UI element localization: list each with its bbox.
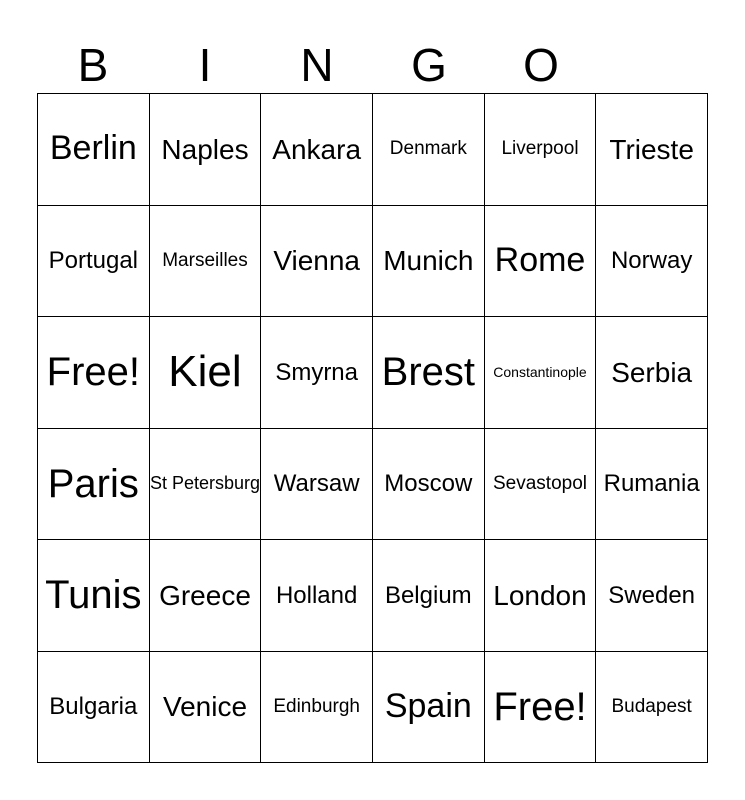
bingo-cell: Denmark — [373, 94, 485, 206]
bingo-cell: Naples — [150, 94, 262, 206]
header-letter-g: G — [411, 39, 447, 91]
bingo-cell: Free! — [38, 317, 150, 429]
header-letter-n: N — [300, 39, 334, 91]
bingo-cell: Budapest — [596, 652, 708, 764]
bingo-cell: Rumania — [596, 429, 708, 541]
bingo-cell: Portugal — [38, 206, 150, 318]
bingo-cell: Sevastopol — [485, 429, 597, 541]
bingo-cell: Serbia — [596, 317, 708, 429]
bingo-grid — [37, 93, 708, 763]
bingo-cell: Venice — [150, 652, 262, 764]
bingo-cell: Brest — [373, 317, 485, 429]
bingo-cell: Ankara — [261, 94, 373, 206]
bingo-cell: Moscow — [373, 429, 485, 541]
bingo-cell: Free! — [485, 652, 597, 764]
header-letter-i: I — [198, 39, 212, 91]
bingo-cell: Bulgaria — [38, 652, 150, 764]
bingo-cell: Edinburgh — [261, 652, 373, 764]
bingo-cell: Belgium — [373, 540, 485, 652]
bingo-cell: Spain — [373, 652, 485, 764]
bingo-header — [37, 36, 597, 94]
bingo-cell: Paris — [38, 429, 150, 541]
bingo-cell: Vienna — [261, 206, 373, 318]
bingo-cell: Smyrna — [261, 317, 373, 429]
bingo-cell: Berlin — [38, 94, 150, 206]
bingo-cell: Kiel — [150, 317, 262, 429]
bingo-cell: Norway — [596, 206, 708, 318]
bingo-cell: Holland — [261, 540, 373, 652]
bingo-cell: Warsaw — [261, 429, 373, 541]
bingo-cell: Greece — [150, 540, 262, 652]
bingo-cell: Liverpool — [485, 94, 597, 206]
bingo-cell: Sweden — [596, 540, 708, 652]
bingo-cell: Munich — [373, 206, 485, 318]
bingo-cell: Tunis — [38, 540, 150, 652]
bingo-cell: Trieste — [596, 94, 708, 206]
bingo-cell: Rome — [485, 206, 597, 318]
bingo-cell: Constantinople — [485, 317, 597, 429]
header-letter-o: O — [523, 39, 559, 91]
bingo-cell: Marseilles — [150, 206, 262, 318]
bingo-cell: St Petersburg — [150, 429, 262, 541]
bingo-cell: London — [485, 540, 597, 652]
header-letter-b: B — [77, 39, 109, 91]
